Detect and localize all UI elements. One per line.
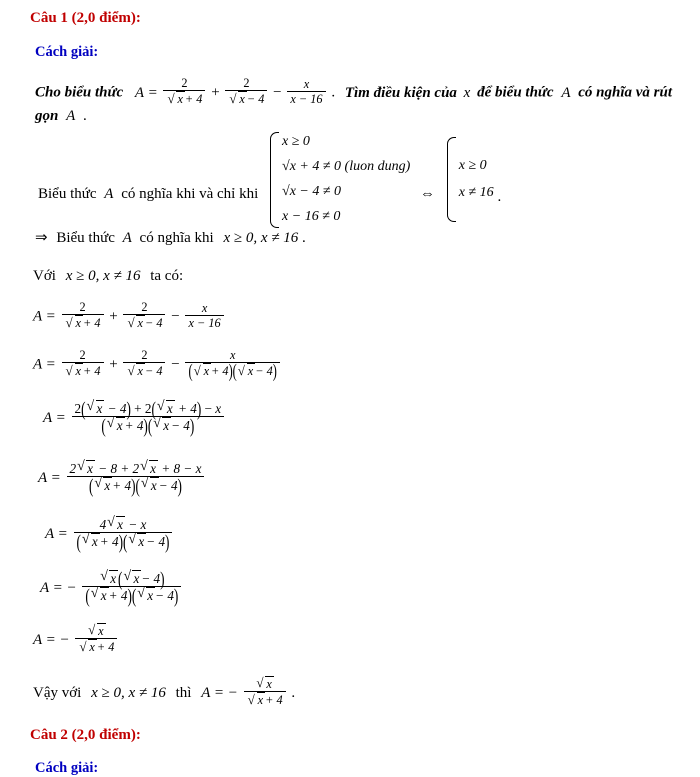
step6-label: A = − — [40, 580, 77, 597]
step2-t1-num: 2 — [79, 348, 86, 363]
condition-system — [268, 130, 410, 230]
section-subheading-cau1: Cách giải: — [35, 44, 99, 60]
final-denominator: √ x + 4 — [244, 691, 286, 707]
step2-t3-num: x — [229, 348, 236, 363]
instruction-part-1: Tìm điều kiện của — [344, 84, 457, 101]
step4-numerator: 2 √ x − 8 + 2 √ x + 8 − x — [67, 460, 205, 476]
step4-label: A = — [38, 470, 61, 487]
instruction-part-2: để biểu thức — [477, 84, 554, 101]
step1-term-2 — [123, 300, 165, 330]
step2-term-2 — [123, 348, 165, 378]
step6-fraction — [82, 566, 181, 608]
term3-denominator: x − 16 — [287, 91, 325, 106]
step2-term-1 — [62, 348, 104, 378]
problem-statement — [35, 78, 675, 125]
with-condition: x ≥ 0, x ≠ 16 — [65, 268, 141, 284]
condition-result-line-1: x ≥ 0 — [458, 158, 487, 174]
final-fraction — [244, 676, 286, 707]
final-condition: x ≥ 0, x ≠ 16 — [91, 685, 166, 702]
section-subheading-cau2: Cách giải: — [35, 760, 99, 776]
term1-denominator: √ x + 4 — [163, 90, 205, 106]
conclusion-end: . — [301, 230, 306, 246]
step1-label: A = — [33, 308, 56, 325]
conclusion-arrow: ⇒ — [35, 230, 48, 246]
problem-term-2 — [225, 76, 267, 106]
conclusion-rest: có nghĩa khi — [139, 230, 214, 246]
term3-numerator: x — [303, 76, 310, 91]
condition-conclusion — [35, 228, 306, 247]
step5-numerator: 4 √ x − x — [74, 516, 173, 532]
conclusion-text: Biểu thức — [56, 230, 115, 246]
term2-denominator: √ x − 4 — [225, 90, 267, 106]
step7-numerator: √ x — [75, 623, 117, 638]
step1-term-1 — [62, 300, 104, 330]
final-end: . — [291, 685, 296, 702]
with-rest: ta có: — [150, 268, 184, 284]
problem-lead: Cho biểu thức — [35, 84, 124, 101]
final-conclusion — [33, 678, 295, 709]
step2-t3-den: ( √ x + 4)( √ x − 4) — [185, 362, 279, 378]
condition-intro-A: A — [104, 186, 114, 203]
with-condition-line — [33, 268, 183, 285]
thi-text: thì — [175, 685, 192, 702]
conclusion-condition: x ≥ 0, x ≠ 16 — [223, 230, 299, 246]
condition-block — [38, 130, 678, 230]
step4-fraction — [67, 460, 205, 498]
condition-line-4: x − 16 ≠ 0 — [282, 208, 341, 224]
step6-denominator: ( √ x + 4)( √ x − 4) — [82, 586, 181, 603]
final-numerator: √ x — [244, 676, 286, 691]
condition-trailing-dot: . — [497, 189, 502, 206]
step3-numerator: 2( √ x − 4) + 2( √ x + 4) − x — [72, 400, 225, 416]
step4-denominator: ( √ x + 4)( √ x − 4) — [67, 476, 205, 493]
step5-fraction — [74, 516, 173, 554]
derivation-step-4 — [38, 461, 206, 498]
condition-result-system — [445, 135, 494, 224]
term2-numerator: 2 — [243, 76, 250, 91]
step2-op-2: − — [171, 356, 180, 373]
step2-t2-den: √ x − 4 — [123, 362, 165, 378]
problem-term-1 — [163, 76, 205, 106]
derivation-step-5 — [45, 517, 174, 554]
step1-t1-num: 2 — [79, 300, 86, 315]
step2-term-3 — [185, 348, 279, 383]
vay-text: Vậy với — [33, 685, 82, 702]
condition-line-3: √x − 4 ≠ 0 — [282, 183, 342, 199]
operator-plus-1: + — [211, 84, 220, 101]
derivation-step-3 — [43, 396, 226, 438]
operator-minus-1: − — [273, 84, 282, 101]
section-heading-cau1: Câu 1 (2,0 điểm): — [30, 10, 141, 26]
step2-t1-den: √ x + 4 — [62, 362, 104, 378]
condition-intro-rest: có nghĩa khi và chỉ khi — [121, 186, 259, 203]
instruction-A: A — [561, 84, 571, 101]
step1-term-3 — [185, 301, 223, 330]
step3-fraction — [72, 396, 225, 438]
step6-numerator: √ x ( √ x − 4) — [82, 570, 181, 586]
step1-t2-num: 2 — [141, 300, 148, 315]
step5-label: A = — [45, 526, 68, 543]
condition-result-line-2: x ≠ 16 — [458, 184, 494, 200]
derivation-step-6 — [40, 566, 183, 608]
expression-label: A = — [134, 84, 158, 101]
step1-t3-den: x − 16 — [185, 315, 223, 330]
step7-label: A = − — [33, 632, 70, 649]
step2-label: A = — [33, 356, 56, 373]
problem-term-3 — [287, 77, 325, 106]
step1-op-2: − — [171, 308, 180, 325]
term1-numerator: 2 — [181, 76, 188, 91]
condition-line-2: √x + 4 ≠ 0 (luon dung) — [282, 158, 411, 174]
instruction-variable: x — [463, 84, 471, 101]
final-A-equals: A = − — [201, 685, 238, 702]
condition-intro: Biểu thức — [38, 186, 97, 203]
step1-t2-den: √ x − 4 — [123, 314, 165, 330]
step7-fraction — [75, 623, 117, 654]
step1-op-1: + — [109, 308, 118, 325]
problem-period: . — [331, 84, 336, 101]
step7-denominator: √ x + 4 — [75, 638, 117, 654]
step2-t2-num: 2 — [141, 348, 148, 363]
step2-op-1: + — [109, 356, 118, 373]
condition-line-1: x ≥ 0 — [282, 134, 310, 149]
instruction-part-3: có nghĩa và rút gọn — [35, 84, 673, 125]
step1-t3-num: x — [201, 300, 208, 315]
instruction-A2: A — [66, 108, 76, 125]
step3-label: A = — [43, 410, 66, 427]
step5-denominator: ( √ x + 4)( √ x − 4) — [74, 532, 173, 549]
with-text: Với — [33, 268, 56, 284]
section-heading-cau2: Câu 2 (2,0 điểm): — [30, 727, 141, 743]
step3-denominator: ( √ x + 4)( √ x − 4) — [72, 416, 225, 433]
derivation-step-7 — [33, 625, 119, 656]
derivation-step-1 — [33, 302, 226, 332]
conclusion-A: A — [122, 230, 132, 246]
step1-t1-den: √ x + 4 — [62, 314, 104, 330]
instruction-end: . — [83, 108, 87, 125]
derivation-step-2 — [33, 348, 282, 383]
iff-symbol: ⇔ — [420, 186, 436, 203]
